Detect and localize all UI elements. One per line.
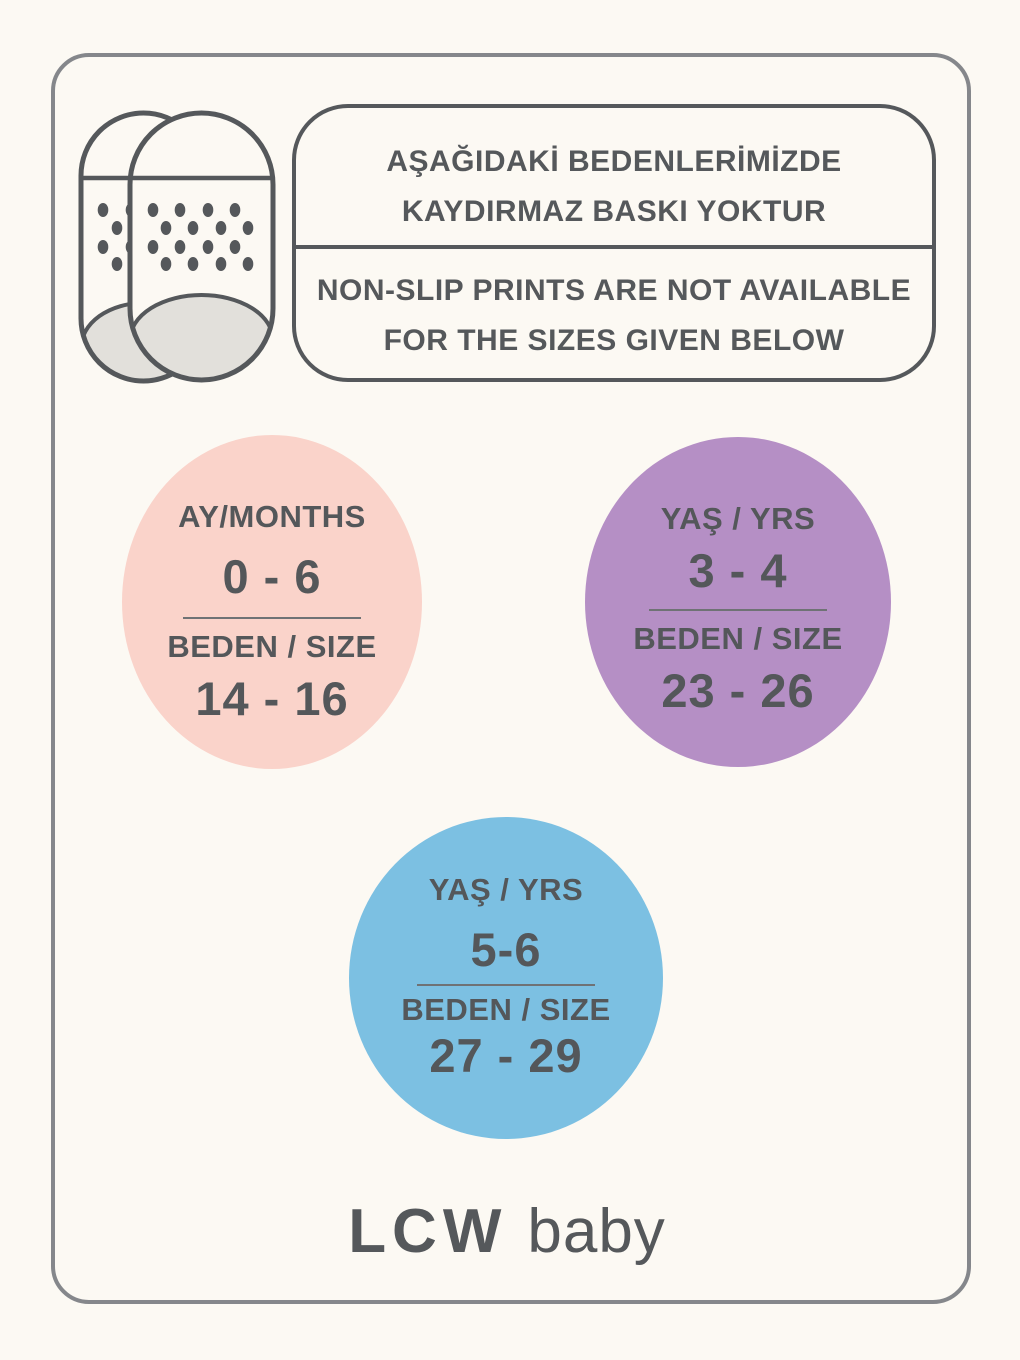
circle-divider <box>417 984 595 986</box>
brand-logo <box>51 1196 963 1267</box>
brand-logo-baby: baby <box>527 1197 666 1266</box>
circle-divider <box>649 609 827 611</box>
age-label: AY/MONTHS <box>178 499 366 534</box>
size-value: 23 - 26 <box>661 664 815 717</box>
age-value: 3 - 4 <box>688 544 788 597</box>
notice-turkish-line-1: AŞAĞIDAKİ BEDENLERİMİZDE <box>386 145 842 178</box>
circle-divider <box>183 617 361 619</box>
age-label: YAŞ / YRS <box>428 872 584 907</box>
non-slip-notice-box <box>292 104 936 382</box>
size-circle-years-5-6 <box>349 817 663 1139</box>
notice-turkish-line-2: KAYDIRMAZ BASKI YOKTUR <box>401 195 827 228</box>
notice-turkish-section <box>296 108 932 245</box>
age-value: 0 - 6 <box>222 550 322 603</box>
age-value: 5-6 <box>470 923 542 976</box>
front-sock <box>130 113 273 385</box>
size-label: BEDEN / SIZE <box>633 621 843 656</box>
non-slip-socks-icon <box>75 108 280 386</box>
brand-logo-lcw: LCW <box>348 1197 508 1266</box>
size-value: 27 - 29 <box>429 1029 583 1082</box>
size-value: 14 - 16 <box>195 672 349 725</box>
notice-english-line-2: FOR THE SIZES GIVEN BELOW <box>383 324 845 357</box>
size-circle-months-0-6 <box>122 435 422 769</box>
size-circle-years-3-4 <box>585 437 891 767</box>
size-label: BEDEN / SIZE <box>401 992 611 1027</box>
notice-english-line-1: NON-SLIP PRINTS ARE NOT AVAILABLE <box>316 274 912 307</box>
notice-english-section <box>296 249 932 378</box>
age-label: YAŞ / YRS <box>660 501 816 536</box>
size-label: BEDEN / SIZE <box>167 629 377 664</box>
